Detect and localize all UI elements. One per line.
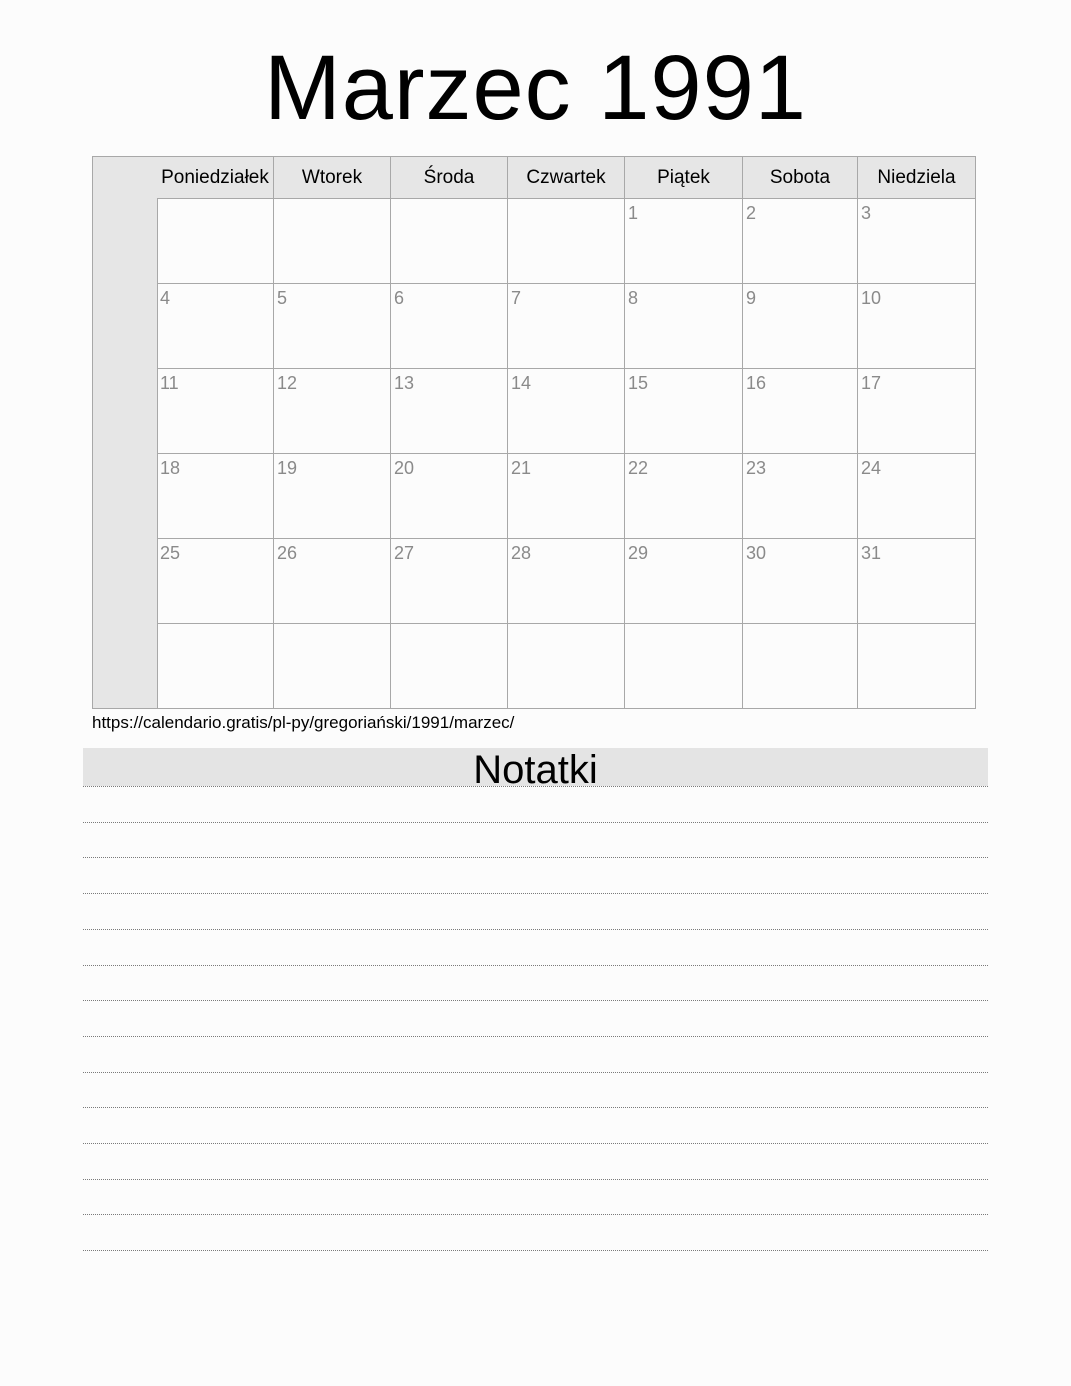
day-number: 2 bbox=[746, 203, 757, 223]
day-cell bbox=[508, 369, 625, 454]
day-number: 4 bbox=[160, 288, 171, 308]
day-cell bbox=[274, 539, 391, 624]
day-cell bbox=[858, 199, 976, 284]
day-cell bbox=[157, 369, 274, 454]
weekday-header: Niedziela bbox=[858, 157, 976, 199]
note-line bbox=[83, 929, 988, 930]
day-cell bbox=[508, 624, 625, 709]
day-cell bbox=[274, 624, 391, 709]
note-line bbox=[83, 786, 988, 787]
day-number: 26 bbox=[277, 543, 298, 563]
day-cell bbox=[743, 539, 858, 624]
day-number: 22 bbox=[628, 458, 649, 478]
day-number: 14 bbox=[511, 373, 532, 393]
note-line bbox=[83, 1214, 988, 1215]
note-line bbox=[83, 1072, 988, 1073]
day-cell bbox=[508, 454, 625, 539]
day-cell bbox=[625, 624, 743, 709]
notes-title: Notatki bbox=[83, 748, 988, 786]
day-cell bbox=[391, 624, 508, 709]
day-cell bbox=[743, 284, 858, 369]
day-cell bbox=[274, 284, 391, 369]
day-number: 3 bbox=[861, 203, 872, 223]
day-number: 17 bbox=[861, 373, 882, 393]
weekday-header: Wtorek bbox=[274, 157, 391, 199]
day-cell bbox=[157, 199, 274, 284]
day-number: 25 bbox=[160, 543, 181, 563]
note-line bbox=[83, 857, 988, 858]
day-number: 8 bbox=[628, 288, 639, 308]
note-line bbox=[83, 1250, 988, 1251]
source-url: https://calendario.gratis/pl-py/gregoriański/1991/marzec/ bbox=[92, 713, 515, 732]
day-cell bbox=[743, 199, 858, 284]
day-cell bbox=[858, 369, 976, 454]
day-cell bbox=[858, 284, 976, 369]
day-cell bbox=[858, 539, 976, 624]
day-number: 30 bbox=[746, 543, 767, 563]
note-line bbox=[83, 1000, 988, 1001]
day-cell bbox=[274, 369, 391, 454]
day-cell bbox=[274, 199, 391, 284]
day-number: 15 bbox=[628, 373, 649, 393]
day-number: 10 bbox=[861, 288, 882, 308]
day-number: 16 bbox=[746, 373, 767, 393]
day-cell bbox=[625, 369, 743, 454]
day-number: 11 bbox=[160, 373, 179, 393]
note-line bbox=[83, 1036, 988, 1037]
day-cell bbox=[625, 454, 743, 539]
day-cell bbox=[508, 284, 625, 369]
day-number: 7 bbox=[511, 288, 522, 308]
day-cell bbox=[625, 539, 743, 624]
day-cell bbox=[391, 199, 508, 284]
day-number: 1 bbox=[628, 203, 639, 223]
day-cell bbox=[274, 454, 391, 539]
day-cell bbox=[625, 199, 743, 284]
day-cell bbox=[858, 454, 976, 539]
day-number: 6 bbox=[394, 288, 405, 308]
note-line bbox=[83, 822, 988, 823]
day-cell bbox=[858, 624, 976, 709]
page-title: Marzec 1991 bbox=[264, 37, 807, 139]
note-line bbox=[83, 1107, 988, 1108]
note-line bbox=[83, 893, 988, 894]
day-number: 19 bbox=[277, 458, 298, 478]
day-cell bbox=[391, 539, 508, 624]
day-number: 23 bbox=[746, 458, 767, 478]
day-cell bbox=[508, 539, 625, 624]
note-line bbox=[83, 1143, 988, 1144]
day-cell bbox=[391, 369, 508, 454]
weekday-header: Poniedziałek bbox=[157, 157, 274, 199]
day-cell bbox=[743, 454, 858, 539]
day-cell bbox=[157, 624, 274, 709]
day-number: 28 bbox=[511, 543, 532, 563]
day-number: 5 bbox=[277, 288, 288, 308]
note-line bbox=[83, 965, 988, 966]
weekday-header: Piątek bbox=[625, 157, 743, 199]
day-cell bbox=[743, 624, 858, 709]
day-number: 9 bbox=[746, 288, 757, 308]
note-line bbox=[83, 1179, 988, 1180]
calendar-grid bbox=[92, 156, 976, 709]
day-number: 29 bbox=[628, 543, 649, 563]
day-number: 18 bbox=[160, 458, 181, 478]
day-cell bbox=[625, 284, 743, 369]
day-number: 27 bbox=[394, 543, 415, 563]
day-number: 13 bbox=[394, 373, 415, 393]
day-cell bbox=[508, 199, 625, 284]
weekday-header: Sobota bbox=[743, 157, 858, 199]
day-cell bbox=[391, 284, 508, 369]
day-cell bbox=[157, 454, 274, 539]
day-cell bbox=[391, 454, 508, 539]
day-cell bbox=[743, 369, 858, 454]
day-number: 31 bbox=[861, 543, 882, 563]
day-cell bbox=[157, 284, 274, 369]
week-number-column bbox=[93, 157, 158, 708]
day-cell bbox=[157, 539, 274, 624]
day-number: 12 bbox=[277, 373, 298, 393]
day-number: 20 bbox=[394, 458, 415, 478]
weekday-header: Środa bbox=[391, 157, 508, 199]
day-number: 21 bbox=[511, 458, 532, 478]
day-number: 24 bbox=[861, 458, 882, 478]
weekday-header: Czwartek bbox=[508, 157, 625, 199]
